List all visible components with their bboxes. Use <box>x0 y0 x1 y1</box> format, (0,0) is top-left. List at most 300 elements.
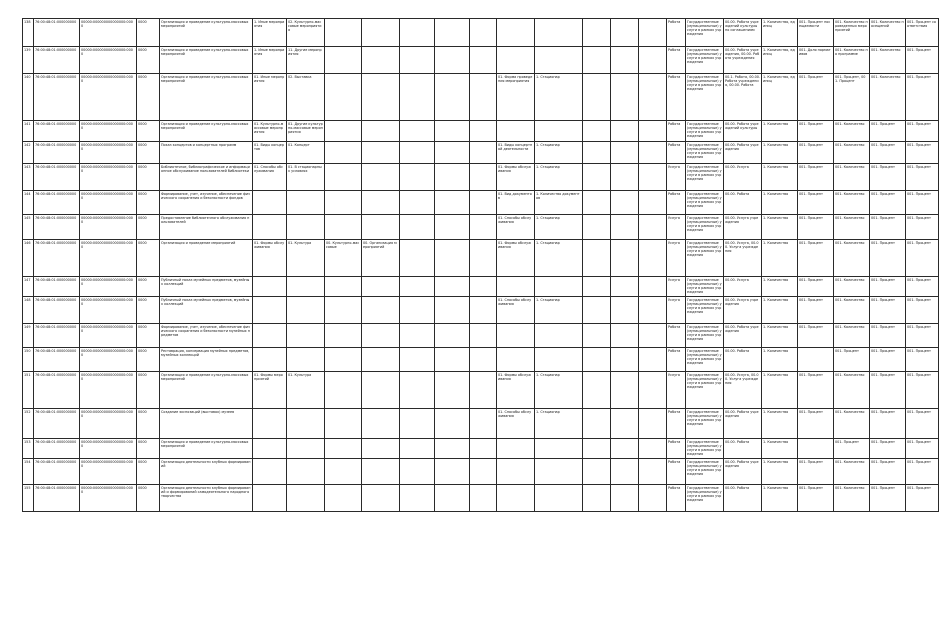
table-row <box>23 215 939 240</box>
table-cell <box>400 297 435 324</box>
table-cell: 149 <box>23 324 34 348</box>
table-cell <box>611 485 639 512</box>
table-cell: 11. Другие мероприятия <box>287 47 325 74</box>
table-cell <box>497 47 535 74</box>
table-cell <box>435 215 470 240</box>
table-cell: 001. Количество <box>834 191 870 215</box>
table-cell: 1. Стационар <box>535 74 583 121</box>
table-cell: Работа <box>667 324 686 348</box>
table-row <box>23 348 939 372</box>
table-cell <box>639 74 667 121</box>
table-cell: 1. Стационар <box>535 215 583 240</box>
table-cell: 142 <box>23 142 34 164</box>
table-cell <box>400 459 435 485</box>
table-cell <box>583 74 611 121</box>
table-cell: 00.00. Услуга <box>724 164 762 191</box>
table-cell <box>639 409 667 439</box>
table-cell: 0000 <box>137 409 160 439</box>
table-cell <box>435 324 470 348</box>
table-cell <box>435 439 470 459</box>
table-cell <box>470 19 497 47</box>
table-cell: Государственные (муниципальные) услуги в рамках учреждения <box>686 372 724 409</box>
table-cell: 141 <box>23 121 34 142</box>
table-cell: Государственные (муниципальные) услуги в рамках учреждения <box>686 164 724 191</box>
table-cell <box>253 191 287 215</box>
table-cell: Библиотечное, библиографическое и информационное обслуживание пользователей библиотеки <box>160 164 253 191</box>
table-cell: 0000 <box>137 215 160 240</box>
table-cell: Государственные (муниципальные) услуги в рамках учреждения <box>686 459 724 485</box>
table-cell: 00000:000000000000000:0000 <box>80 372 137 409</box>
table-cell: 01. Форма проведения мероприятия <box>497 74 535 121</box>
table-cell <box>362 47 400 74</box>
table-cell: 001. Процент <box>834 439 870 459</box>
table-cell: 154 <box>23 459 34 485</box>
table-cell: 0000 <box>137 74 160 121</box>
table-cell <box>253 439 287 459</box>
table-cell <box>583 215 611 240</box>
table-cell <box>435 277 470 297</box>
table-cell <box>535 277 583 297</box>
table-cell <box>639 324 667 348</box>
table-cell: 00.00. Работа учреждений культуры <box>724 121 762 142</box>
table-cell <box>639 164 667 191</box>
table-cell: 001. Процент <box>798 142 834 164</box>
table-cell <box>287 459 325 485</box>
table-cell <box>287 324 325 348</box>
table-cell: Показ концертов и концертных программ <box>160 142 253 164</box>
table-cell: 001. Процент посещаемости <box>798 19 834 47</box>
table-cell: 02. Выставка <box>287 74 325 121</box>
table-cell: 1. Количество, единиц <box>762 47 798 74</box>
table-cell: 1. Количество <box>762 324 798 348</box>
table-cell: 001. Процент <box>906 74 939 121</box>
table-cell: Организация и проведение культурно-массовых мероприятий <box>160 47 253 74</box>
table-cell: 140 <box>23 74 34 121</box>
table-cell: Работа <box>667 439 686 459</box>
table-cell <box>611 74 639 121</box>
table-cell <box>362 74 400 121</box>
table-cell: Работа <box>667 121 686 142</box>
table-cell <box>583 459 611 485</box>
table-cell: 001. Процент <box>906 297 939 324</box>
table-cell: 001. Процент соответствия <box>906 19 939 47</box>
table-cell: 001. Процент <box>870 215 906 240</box>
table-cell <box>400 348 435 372</box>
table-cell <box>470 191 497 215</box>
table-cell: 001. Процент <box>906 348 939 372</box>
table-cell: 01. Культура <box>287 372 325 409</box>
table-cell: 0000 <box>137 459 160 485</box>
table-cell: 001. Процент <box>906 215 939 240</box>
table-cell: 001. Процент <box>834 348 870 372</box>
table-cell: Организация и проведение культурно-массовых мероприятий <box>160 74 253 121</box>
table-cell <box>583 372 611 409</box>
table-cell <box>253 277 287 297</box>
table-cell: 1. Количество <box>762 191 798 215</box>
table-cell <box>325 485 362 512</box>
table-cell: 001. Процент <box>870 142 906 164</box>
table-cell: 1. Количество <box>762 142 798 164</box>
table-cell: Организация деятельности клубных формирований <box>160 459 253 485</box>
table-cell <box>400 215 435 240</box>
table-cell <box>611 215 639 240</box>
table-cell: Государственные (муниципальные) услуги в рамках учреждения <box>686 348 724 372</box>
table-cell: 001. Количество <box>834 372 870 409</box>
table-cell: 151 <box>23 372 34 409</box>
table-cell <box>400 191 435 215</box>
table-cell <box>287 485 325 512</box>
table-cell: Работа <box>667 142 686 164</box>
table-cell <box>583 142 611 164</box>
table-cell: 76:00:48:01:000000000 <box>34 215 80 240</box>
table-cell: 1. Стационар <box>535 297 583 324</box>
table-cell <box>497 19 535 47</box>
table-cell: 1. Количество <box>762 439 798 459</box>
table-cell: 1. Количество, единиц <box>762 74 798 121</box>
table-row <box>23 164 939 191</box>
table-cell: 1. Стационар <box>535 164 583 191</box>
table-cell: 001. Процент <box>870 121 906 142</box>
table-cell <box>798 439 834 459</box>
table-cell <box>611 277 639 297</box>
table-cell: 001. Количество <box>834 277 870 297</box>
table-cell: Государственные (муниципальные) услуги в рамках учреждения <box>686 19 724 47</box>
table-cell: 0000 <box>137 164 160 191</box>
table-cell: 00.00. Работа учреждения <box>724 324 762 348</box>
table-cell: 00.00. Услуга, 00.00. Услуга учреждения <box>724 240 762 277</box>
table-cell: Работа <box>667 19 686 47</box>
table-cell: 001. Процент <box>906 277 939 297</box>
table-cell: 1. Количество <box>762 372 798 409</box>
table-cell <box>611 297 639 324</box>
table-cell <box>325 297 362 324</box>
table-cell <box>287 348 325 372</box>
table-cell: 145 <box>23 215 34 240</box>
table-cell <box>470 459 497 485</box>
table-cell <box>362 485 400 512</box>
table-cell <box>400 277 435 297</box>
table-cell: 01. Формы обслуживания <box>497 240 535 277</box>
table-cell: Публичный показ музейных предметов, музейных коллекций <box>160 277 253 297</box>
table-cell: 76:00:48:01:000000000 <box>34 439 80 459</box>
table-cell <box>497 277 535 297</box>
table-cell <box>287 215 325 240</box>
table-cell <box>362 297 400 324</box>
table-cell: Услуга <box>667 277 686 297</box>
table-cell: 00000:000000000000000:0000 <box>80 240 137 277</box>
table-cell: 001. Процент <box>798 121 834 142</box>
table-cell: 1. Количество <box>762 277 798 297</box>
table-cell: 01. Культурно-массовые мероприятия <box>253 121 287 142</box>
table-cell <box>435 485 470 512</box>
table-cell: 76:00:48:01:000000000 <box>34 121 80 142</box>
table-cell: 00000:000000000000000:0000 <box>80 121 137 142</box>
table-cell: 0000 <box>137 240 160 277</box>
table-cell: 0000 <box>137 297 160 324</box>
table-cell: 00.00. Услуга, 00.00. Услуга учреждения <box>724 372 762 409</box>
table-cell: 76:00:48:01:000000000 <box>34 47 80 74</box>
table-cell: 00000:000000000000000:0000 <box>80 142 137 164</box>
table-cell: Государственные (муниципальные) услуги в рамках учреждения <box>686 485 724 512</box>
table-cell: 00.00. Работа <box>724 485 762 512</box>
table-cell: Услуга <box>667 240 686 277</box>
table-cell: 001. Процент <box>798 240 834 277</box>
table-cell <box>362 215 400 240</box>
table-cell: 0000 <box>137 348 160 372</box>
table-cell <box>535 121 583 142</box>
table-cell: 148 <box>23 297 34 324</box>
table-cell: Государственные (муниципальные) услуги в рамках учреждения <box>686 142 724 164</box>
table-cell <box>435 191 470 215</box>
table-cell: 00.00. Работа учреждения <box>724 409 762 439</box>
table-cell <box>639 348 667 372</box>
table-cell: 001. Процент <box>798 459 834 485</box>
table-cell: 001. Процент <box>870 372 906 409</box>
table-cell: 00.00. Услуга учреждения <box>724 297 762 324</box>
table-cell <box>362 324 400 348</box>
table-cell: Формирование, учет, изучение, обеспечение физического сохранения и безопасности музейных предметов <box>160 324 253 348</box>
table-cell <box>470 297 497 324</box>
table-cell: 76:00:48:01:000000000 <box>34 459 80 485</box>
table-cell: Публичный показ музейных предметов, музейных коллекций <box>160 297 253 324</box>
table-row <box>23 121 939 142</box>
table-cell <box>362 19 400 47</box>
table-cell <box>400 19 435 47</box>
table-cell <box>639 19 667 47</box>
table-cell: 147 <box>23 277 34 297</box>
table-cell: 001. Количество <box>834 121 870 142</box>
table-cell <box>325 409 362 439</box>
table-cell <box>611 324 639 348</box>
table-cell: 01. Способы обслуживания <box>253 164 287 191</box>
table-cell: 001. Процент <box>798 164 834 191</box>
table-cell: Работа <box>667 485 686 512</box>
table-cell <box>470 142 497 164</box>
table-row <box>23 459 939 485</box>
table-cell <box>287 409 325 439</box>
table-cell: 001. Процент <box>798 485 834 512</box>
table-cell: 76:00:48:01:000000000 <box>34 19 80 47</box>
table-cell: 01. Другие культурно-массовые мероприятия <box>287 121 325 142</box>
table-cell: 001. Процент <box>906 372 939 409</box>
table-cell: 139 <box>23 47 34 74</box>
table-cell: 00.1. Работа, 00.00. Работа учреждения, 00.00. Работа <box>724 74 762 121</box>
table-cell: 153 <box>23 439 34 459</box>
table-cell <box>497 348 535 372</box>
table-cell <box>639 215 667 240</box>
table-cell: 00000:000000000000000:0000 <box>80 215 137 240</box>
table-cell: 00000:000000000000000:0000 <box>80 459 137 485</box>
table-cell: Работа <box>667 47 686 74</box>
table-cell <box>583 164 611 191</box>
table-cell <box>362 142 400 164</box>
table-cell <box>287 439 325 459</box>
table-cell <box>639 297 667 324</box>
table-cell: 00.00. Работа <box>724 191 762 215</box>
table-cell: 00000:000000000000000:0000 <box>80 348 137 372</box>
table-cell <box>470 485 497 512</box>
table-cell <box>611 409 639 439</box>
table-cell: 001. Процент <box>870 297 906 324</box>
table-cell: 001. Процент <box>870 164 906 191</box>
table-cell <box>435 19 470 47</box>
table-cell: 001. Количество <box>834 459 870 485</box>
table-cell: 01. Виды концертов <box>253 142 287 164</box>
table-cell: 01. Формы обслуживания <box>497 164 535 191</box>
table-cell <box>253 348 287 372</box>
table-cell: 01. Формы обслуживания <box>497 372 535 409</box>
table-cell: 001. Процент <box>870 459 906 485</box>
table-cell <box>435 372 470 409</box>
table-cell: 001. Процент <box>870 348 906 372</box>
table-cell: Государственные (муниципальные) услуги в рамках учреждения <box>686 240 724 277</box>
table-cell <box>611 240 639 277</box>
table-cell: 0000 <box>137 277 160 297</box>
table-cell <box>435 47 470 74</box>
table-cell: 001. Количество <box>870 74 906 121</box>
table-cell: Государственные (муниципальные) услуги в рамках учреждения <box>686 74 724 121</box>
table-cell <box>583 439 611 459</box>
table-cell: 001. Процент <box>906 439 939 459</box>
table-cell <box>497 324 535 348</box>
table-cell: 01. Способы обслуживания <box>497 409 535 439</box>
table-cell <box>362 121 400 142</box>
table-cell: 1. Количество <box>762 297 798 324</box>
table-cell: 01. Способы обслуживания <box>497 297 535 324</box>
table-cell: 00000:000000000000000:0000 <box>80 47 137 74</box>
table-cell: Организация и проведение культурно-массовых мероприятий <box>160 19 253 47</box>
table-cell: 76:00:48:01:000000000 <box>34 240 80 277</box>
table-cell <box>253 459 287 485</box>
table-cell: 001. Количество <box>834 297 870 324</box>
table-cell: 1. Стационар <box>535 240 583 277</box>
table-cell <box>287 277 325 297</box>
table-cell: Организация и проведение мероприятий <box>160 240 253 277</box>
table-cell: 001. Процент <box>906 191 939 215</box>
table-cell: 00000:000000000000000:0000 <box>80 324 137 348</box>
table-cell: Организация деятельности клубных формирований и формирований самодеятельного народного творчества <box>160 485 253 512</box>
table-cell <box>325 324 362 348</box>
table-cell: 001. Процент <box>870 324 906 348</box>
table-cell <box>400 439 435 459</box>
table-cell: 1. Количество <box>762 164 798 191</box>
table-cell: 001. Количество посещений <box>870 19 906 47</box>
table-cell: Организация и проведение культурно-массовых мероприятий <box>160 439 253 459</box>
table-cell: 00000:000000000000000:0000 <box>80 485 137 512</box>
table-cell <box>611 348 639 372</box>
table-cell <box>470 47 497 74</box>
table-cell: 00.00. Работа <box>724 348 762 372</box>
table-cell <box>798 348 834 372</box>
table-cell: 001. Количество <box>834 164 870 191</box>
table-cell <box>639 485 667 512</box>
table-cell: Государственные (муниципальные) услуги в рамках учреждения <box>686 191 724 215</box>
table-cell <box>497 121 535 142</box>
table-cell: 001. Процент <box>906 324 939 348</box>
table-cell: 1. Стационар <box>535 409 583 439</box>
table-row <box>23 277 939 297</box>
table-cell: 00.00. Работа учреждения <box>724 459 762 485</box>
table-cell: 155 <box>23 485 34 512</box>
table-cell: 001. Процент <box>906 409 939 439</box>
table-cell: 001. Процент <box>906 240 939 277</box>
table-cell: Услуга <box>667 297 686 324</box>
table-row <box>23 19 939 47</box>
table-cell: 1. Количество <box>762 485 798 512</box>
table-cell: 001. Процент <box>798 297 834 324</box>
table-row <box>23 324 939 348</box>
table-cell <box>583 240 611 277</box>
table-cell: 00.00. Работа учреждения <box>724 142 762 164</box>
table-cell <box>535 439 583 459</box>
table-cell <box>470 439 497 459</box>
table-cell: Государственные (муниципальные) услуги в рамках учреждения <box>686 47 724 74</box>
table-cell: Работа <box>667 459 686 485</box>
table-cell <box>400 121 435 142</box>
table-cell: 00000:000000000000000:0000 <box>80 164 137 191</box>
table-cell <box>497 439 535 459</box>
table-cell <box>535 459 583 485</box>
table-cell <box>470 215 497 240</box>
table-body <box>23 19 939 512</box>
table-cell <box>362 439 400 459</box>
table-cell: 76:00:48:01:000000000 <box>34 142 80 164</box>
table-cell: 0000 <box>137 485 160 512</box>
table-row <box>23 74 939 121</box>
table-cell: Организация и проведение культурно-массовых мероприятий <box>160 121 253 142</box>
table-cell <box>470 164 497 191</box>
table-cell: 00000:000000000000000:0000 <box>80 439 137 459</box>
table-cell: Создание экспозиций (выставок) музеев <box>160 409 253 439</box>
table-cell: Услуга <box>667 372 686 409</box>
table-cell: 001. Процент <box>798 324 834 348</box>
table-cell <box>287 191 325 215</box>
table-cell <box>639 372 667 409</box>
table-cell: 001. Количество <box>870 47 906 74</box>
table-cell: 001. Количество <box>834 324 870 348</box>
table-cell <box>611 164 639 191</box>
table-cell <box>362 191 400 215</box>
table-row <box>23 191 939 215</box>
table-cell <box>400 240 435 277</box>
table-cell <box>400 47 435 74</box>
table-cell: 00000:000000000000000:0000 <box>80 19 137 47</box>
table-cell: 152 <box>23 409 34 439</box>
table-cell <box>362 277 400 297</box>
table-cell: 1. Количество, единиц <box>762 19 798 47</box>
table-cell: 001. Количество <box>834 240 870 277</box>
table-cell <box>400 142 435 164</box>
table-cell: 001. Количество <box>834 215 870 240</box>
table-cell <box>583 297 611 324</box>
table-cell: 76:00:48:01:000000000 <box>34 372 80 409</box>
table-cell: Работа <box>667 409 686 439</box>
table-cell <box>325 215 362 240</box>
table-cell: 1. Количество <box>762 121 798 142</box>
table-cell: 1. Иные мероприятия <box>253 19 287 47</box>
table-cell: 01. Формы мероприятий <box>253 372 287 409</box>
table-cell <box>583 121 611 142</box>
table-cell <box>435 121 470 142</box>
table-cell: 00000:000000000000000:0000 <box>80 297 137 324</box>
table-cell: 1. Количество документов <box>535 191 583 215</box>
table-cell: 00.00. Работа <box>724 439 762 459</box>
table-cell: 0000 <box>137 324 160 348</box>
table-cell: 00000:000000000000000:0000 <box>80 277 137 297</box>
table-cell <box>639 121 667 142</box>
table-cell <box>435 348 470 372</box>
table-cell: 00.00. Работа учреждений культуры по соглашениям <box>724 19 762 47</box>
